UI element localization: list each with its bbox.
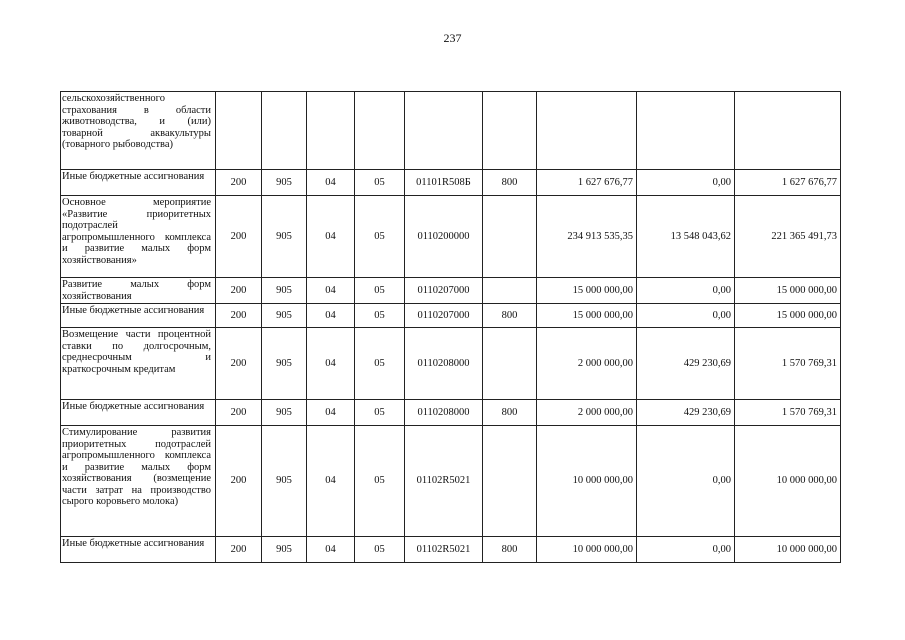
subsection-code-cell: 05 [355,426,405,537]
amount-cell-1: 1 627 676,77 [537,170,637,196]
row-description: Иные бюджетные ассигнования [61,304,216,328]
page-number: 237 [443,31,462,45]
ministry-code-cell: 905 [262,426,307,537]
subsection-code-cell: 05 [355,537,405,563]
ministry-code-cell: 905 [262,170,307,196]
ministry-code-cell: 905 [262,304,307,328]
target-code-cell: 0110207000 [405,304,483,328]
ministry-code-cell: 905 [262,196,307,278]
ministry-code-cell [262,92,307,170]
amount-cell-1: 15 000 000,00 [537,304,637,328]
expense-type-cell [483,426,537,537]
expense-type-cell [483,196,537,278]
amount-cell-3: 10 000 000,00 [735,426,841,537]
amount-cell-2: 13 548 043,62 [637,196,735,278]
subsection-code-cell: 05 [355,304,405,328]
table-row [61,537,841,563]
admin-code-cell [216,92,262,170]
row-description: Развитие малых форм хозяйствования [61,278,216,304]
expense-type-cell: 800 [483,537,537,563]
target-code-cell: 0110208000 [405,400,483,426]
admin-code-cell: 200 [216,304,262,328]
amount-cell-3: 15 000 000,00 [735,278,841,304]
expense-type-cell [483,328,537,400]
target-code-cell: 0110208000 [405,328,483,400]
section-code-cell: 04 [307,400,355,426]
amount-cell-3: 15 000 000,00 [735,304,841,328]
subsection-code-cell: 05 [355,170,405,196]
amount-cell-2: 0,00 [637,426,735,537]
section-code-cell: 04 [307,278,355,304]
section-code-cell: 04 [307,304,355,328]
subsection-code-cell: 05 [355,328,405,400]
table-row [61,278,841,304]
table-row [61,92,841,170]
subsection-code-cell: 05 [355,196,405,278]
row-description: Иные бюджетные ассигнования [61,170,216,196]
admin-code-cell: 200 [216,426,262,537]
amount-cell-3: 1 627 676,77 [735,170,841,196]
section-code-cell: 04 [307,328,355,400]
row-description: Возмещение части процентной ставки по долгосрочным, среднесрочным и краткосрочным кредитам [61,328,216,400]
target-code-cell: 0110200000 [405,196,483,278]
admin-code-cell: 200 [216,196,262,278]
amount-cell-2: 0,00 [637,170,735,196]
ministry-code-cell: 905 [262,537,307,563]
admin-code-cell: 200 [216,278,262,304]
table-row [61,328,841,400]
target-code-cell [405,92,483,170]
amount-cell-3: 1 570 769,31 [735,400,841,426]
amount-cell-1: 2 000 000,00 [537,328,637,400]
section-code-cell [307,92,355,170]
subsection-code-cell: 05 [355,278,405,304]
table-row [61,304,841,328]
subsection-code-cell [355,92,405,170]
amount-cell-2: 429 230,69 [637,328,735,400]
ministry-code-cell: 905 [262,328,307,400]
section-code-cell: 04 [307,196,355,278]
ministry-code-cell: 905 [262,400,307,426]
target-code-cell: 0110207000 [405,278,483,304]
amount-cell-3: 10 000 000,00 [735,537,841,563]
table-row [61,426,841,537]
amount-cell-1: 10 000 000,00 [537,426,637,537]
row-description: Иные бюджетные ассигнования [61,400,216,426]
amount-cell-1: 2 000 000,00 [537,400,637,426]
row-description: Основное мероприятие «Развитие приоритетных подотраслей агропромышленного комплекса и развитие малых форм хозяйствования» [61,196,216,278]
amount-cell-2 [637,92,735,170]
section-code-cell: 04 [307,537,355,563]
row-description: Стимулирование развития приоритетных подотраслей агропромышленного комплекса и развитие малых форм хозяйствования (возмещение части затрат на производство сырого коровьего молока) [61,426,216,537]
amount-cell-2: 0,00 [637,278,735,304]
section-code-cell: 04 [307,426,355,537]
target-code-cell: 01102R5021 [405,537,483,563]
expense-type-cell: 800 [483,170,537,196]
expense-type-cell: 800 [483,304,537,328]
amount-cell-3 [735,92,841,170]
expense-type-cell [483,278,537,304]
amount-cell-2: 0,00 [637,304,735,328]
amount-cell-3: 1 570 769,31 [735,328,841,400]
row-description: Иные бюджетные ассигнования [61,537,216,563]
table-row [61,196,841,278]
amount-cell-1: 10 000 000,00 [537,537,637,563]
target-code-cell: 01102R5021 [405,426,483,537]
ministry-code-cell: 905 [262,278,307,304]
row-description: сельскохозяйственного страхования в области животноводства, и (или) товарной аквакультуры (товарного рыбоводства) [61,92,216,170]
amount-cell-1: 15 000 000,00 [537,278,637,304]
expense-type-cell [483,92,537,170]
subsection-code-cell: 05 [355,400,405,426]
table-row [61,170,841,196]
amount-cell-1 [537,92,637,170]
section-code-cell: 04 [307,170,355,196]
admin-code-cell: 200 [216,328,262,400]
amount-cell-2: 429 230,69 [637,400,735,426]
admin-code-cell: 200 [216,537,262,563]
amount-cell-2: 0,00 [637,537,735,563]
table-row [61,400,841,426]
budget-table [60,91,841,563]
amount-cell-3: 221 365 491,73 [735,196,841,278]
expense-type-cell: 800 [483,400,537,426]
target-code-cell: 01101R508Б [405,170,483,196]
amount-cell-1: 234 913 535,35 [537,196,637,278]
admin-code-cell: 200 [216,170,262,196]
admin-code-cell: 200 [216,400,262,426]
